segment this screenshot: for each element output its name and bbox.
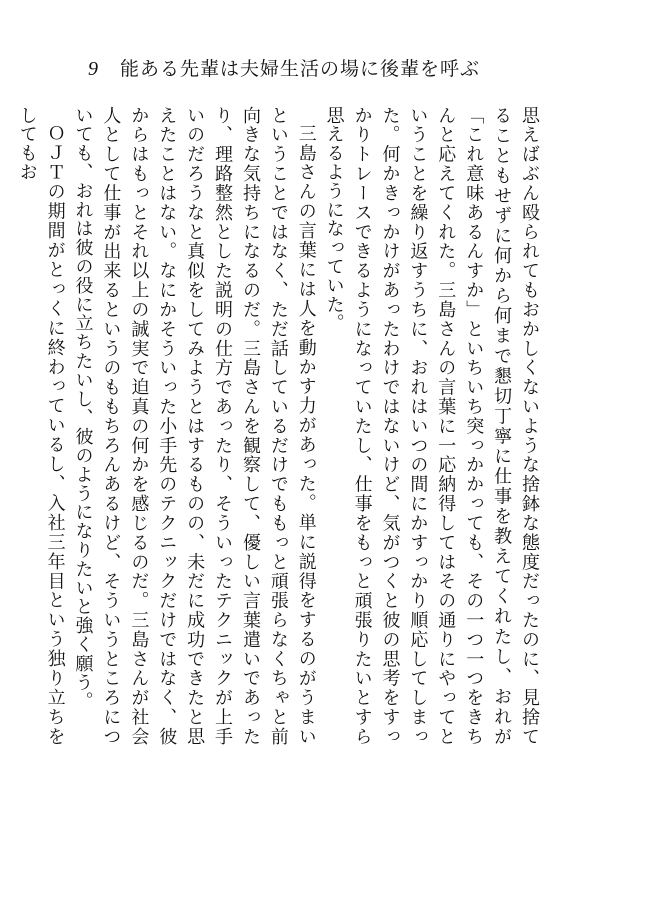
- chapter-title: 能ある先輩は夫婦生活の場に後輩を呼ぶ: [120, 58, 481, 80]
- running-head: [88, 58, 480, 80]
- page-number: 9: [88, 58, 99, 80]
- paragraph: ＯＪＴの期間がとっくに終わっているし、入社三年目という独り立ちをしてもお: [16, 106, 66, 746]
- paragraph: 思えばぶん殴られてもおかしくないような捨鉢な態度だったのに、見捨てることもせずに何から何まで懇切丁寧に仕事を教えてくれたし、おれが「これ意味あるんすか」といちいち突っかかっても、その一つ一つをきちんと応えてくれた。三島さんの言葉に一応納得してはその通りにやってということを繰り返すうちに、おれはいつの間にかすっかり順応してしまった。何かきっかけがあったわけではないけど、気がつくと彼の思考をすっかりトレースできるようになっていたし、仕事をもっと頑張りたいとすら思えるようになっていた。: [323, 106, 540, 746]
- paragraph: 三島さんの言葉には人を動かす力があった。単に説得をするのがうまいということではなく、ただ話しているだけでももっと頑張らなくちゃと前向きな気持ちになるのだ。三島さんを観察して、優しい言葉遣いであったり、理路整然とした説明の仕方であったり、そういったテクニックが上手いのだろうなと真似をしてみようとはするものの、未だに成功できたと思えたことはない。なにかそういった小手先のテクニックだけではなく、彼からはもっとそれ以上の誠実で迫真の何かを感じるのだ。三島さんが社会人として仕事が出来るというのももちろんあるけど、そういうところについても、おれは彼の役に立ちたいし、彼のようになりたいと強く願う。: [72, 106, 317, 746]
- body-text: [16, 106, 543, 746]
